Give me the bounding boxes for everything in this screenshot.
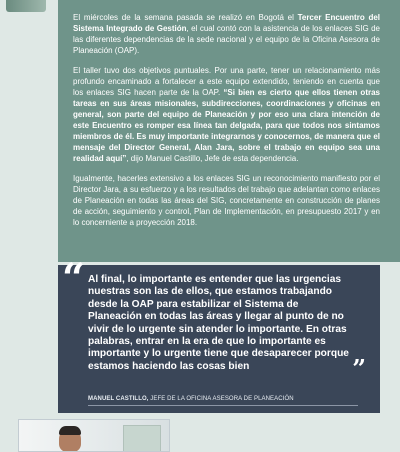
article-paragraph-3: Igualmente, hacerles extensivo a los enlaces SIG un reconocimiento manifiesto por el Director Jara, a su esfuerzo y a los resultados del trabajo que adelantan como enlaces de Planeación en todas las áreas del SIG, concretamente en construcción de planes de acción, seguimiento y control, Plan de Implementación, en presupuesto 2017 y en lo concerniente a proyección 2018. [73,174,380,227]
right-margin-band [380,262,400,450]
open-quote-icon: “ [62,255,86,302]
pull-quote-text: Al final, lo importante es entender que las urgencias nuestras son las de ellos, que estamos trabajando desde la OAP para estabilizar el Sistema de Planeación en todas las áreas y llegar al punto de no vivir de lo urgente sin atender lo importante. En otras palabras, entrar en la era de que lo importante es importante y lo urgente tiene que desaparecer porque estamos haciendo las cosas bien [88,274,349,372]
photo-person-hair [59,426,81,435]
p1-text-a: El miércoles de la semana pasada se realizó en Bogotá el [73,13,298,22]
photo-wall-poster [123,425,161,452]
article-body [58,0,400,262]
p2-text-c: , dijo Manuel Castillo, Jefe de esta dependencia. [126,154,299,163]
attribution-name: MANUEL CASTILLO, [88,396,149,402]
p2-text-a: El taller tuvo dos objetivos puntuales. Por una parte, tener un relacionamiento más profundo encaminado a fortalecer a este equipo extendido, teniendo en cuenta que los enlaces SIG hacen parte de la OAP. [73,66,380,97]
p1-event-name: Tercer Encuentro del Sistema Integrado de Gestión [73,13,380,33]
portrait-photo [18,419,170,452]
top-photo-fragment [6,0,46,12]
close-quote-icon: ” [352,354,366,383]
pull-quote-box [58,255,380,413]
p1-text-c: , el cual contó con la asistencia de los enlaces SIG de las diferentes dependencias de la sede nacional y el equipo de la Oficina Asesora de Planeación (OAP). [73,24,380,55]
quote-attribution [88,395,294,403]
article-paragraph-1 [73,12,380,56]
attribution-role: JEFE DE LA OFICINA ASESORA DE PLANEACIÓN [148,396,294,402]
article-paragraph-2 [73,65,380,164]
left-margin-band [0,0,58,450]
attribution-divider [88,405,358,406]
p2-quoted-statement: “Si bien es cierto que ellos tienen otras tareas en sus áreas misionales, subdirecciones, coordinaciones y oficinas en general, son parte del equipo de Planeación y por eso una clara intención de este Encuentro es romper esa línea tan delgada, para que todos nos sintamos miembros de él. Es muy importante integrarnos y conocernos, de manera que el mensaje del Director General, Alan Jara, sobre el trabajo en equipo sea una realidad aquí” [73,88,380,163]
